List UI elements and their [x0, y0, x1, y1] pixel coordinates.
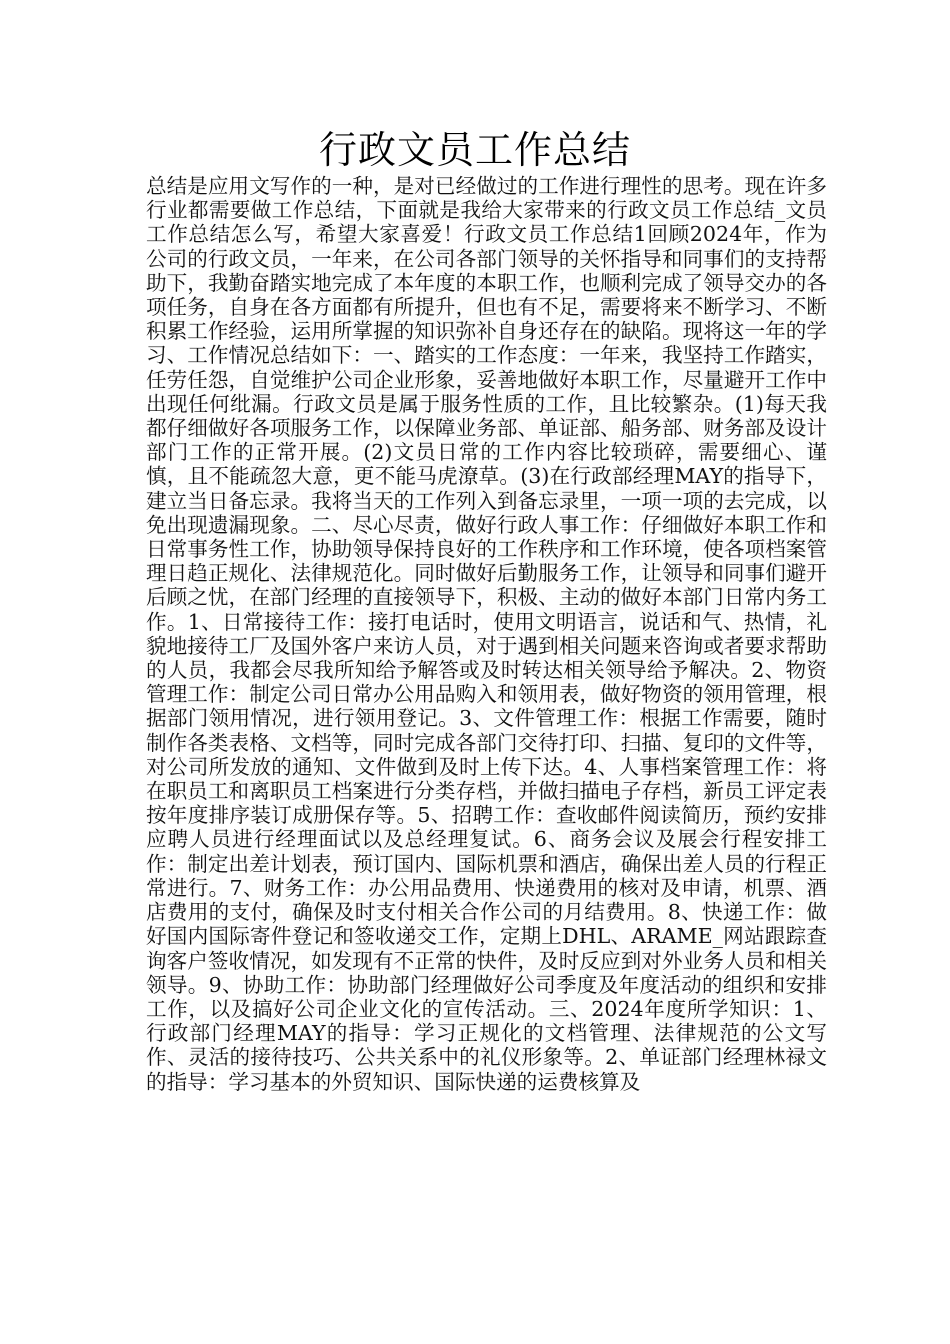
- document-title: 行政文员工作总结: [318, 128, 631, 172]
- document-body-text: 总结是应用文写作的一种，是对已经做过的工作进行理性的思考。现在许多行业都需要做工作总结，下面就是我给大家带来的行政文员工作总结_文员工作总结怎么写，希望大家喜爱！行政文员工作总结1回顾2024年，作为公司的行政文员，一年来，在公司各部门领导的关怀指导和同事们的支持帮助下，我勤奋踏实地完成了本年度的本职工作，也顺利完成了领导交办的各项任务，自身在各方面都有所提升，但也有不足，需要将来不断学习、不断积累工作经验，运用所掌握的知识弥补自身还存在的缺陷。现将这一年的学习、工作情况总结如下：一、踏实的工作态度：一年来，我坚持工作踏实，任劳任怨，自觉维护公司企业形象，妥善地做好本职工作，尽量避开工作中出现任何纰漏。行政文员是属于服务性质的工作，且比较繁杂。(1)每天我都仔细做好各项服务工作，以保障业务部、单证部、船务部、财务部及设计部门工作的正常开展。(2)文员日常的工作内容比较琐碎，需要细心、谨慎，且不能疏忽大意，更不能马虎潦草。(3)在行政部经理MAY的指导下，建立当日备忘录。我将当天的工作列入到备忘录里，一项一项的去完成，以免出现遗漏现象。二、尽心尽责，做好行政人事工作：仔细做好本职工作和日常事务性工作，协助领导保持良好的工作秩序和工作环境，使各项档案管理日趋正规化、法律规范化。同时做好后勤服务工作，让领导和同事们避开后顾之忧，在部门经理的直接领导下，积极、主动的做好本部门日常内务工作。1、日常接待工作：接打电话时，使用文明语言，说话和气、热情，礼貌地接待工厂及国外客户来访人员，对于遇到相关问题来咨询或者要求帮助的人员，我都会尽我所知给予解答或及时转达相关领导给予解决。2、物资管理工作：制定公司日常办公用品购入和领用表，做好物资的领用管理，根据部门领用情况，进行领用登记。3、文件管理工作：根据工作需要，随时制作各类表格、文档等，同时完成各部门交待打印、扫描、复印的文件等，对公司所发放的通知、文件做到及时上传下达。4、人事档案管理工作：将在职员工和离职员工档案进行分类存档，并做扫描电子存档，新员工评定表按年度排序装订成册保存等。5、招聘工作：查收邮件阅读简历，预约安排应聘人员进行经理面试以及总经理复试。6、商务会议及展会行程安排工作：制定出差计划表，预订国内、国际机票和酒店，确保出差人员的行程正常进行。7、财务工作：办公用品费用、快递费用的核对及申请，机票、酒店费用的支付，确保及时支付相关合作公司的月结费用。8、快递工作：做好国内国际寄件登记和签收递交工作，定期上DHL、ARAME_网站跟踪查询客户签收情况，如发现有不正常的快件，及时反应到对外业务人员和相关领导。9、协助工作：协助部门经理做好公司季度及年度活动的组织和安排工作，以及搞好公司企业文化的宣传活动。三、2024年度所学知识：1、行政部门经理MAY的指导：学习正规化的文档管理、法律规范的公文写作、灵活的接待技巧、公共关系中的礼仪形象等。2、单证部门经理林禄文的指导：学习基本的外贸知识、国际快递的运费核算及: [146, 174, 827, 1094]
